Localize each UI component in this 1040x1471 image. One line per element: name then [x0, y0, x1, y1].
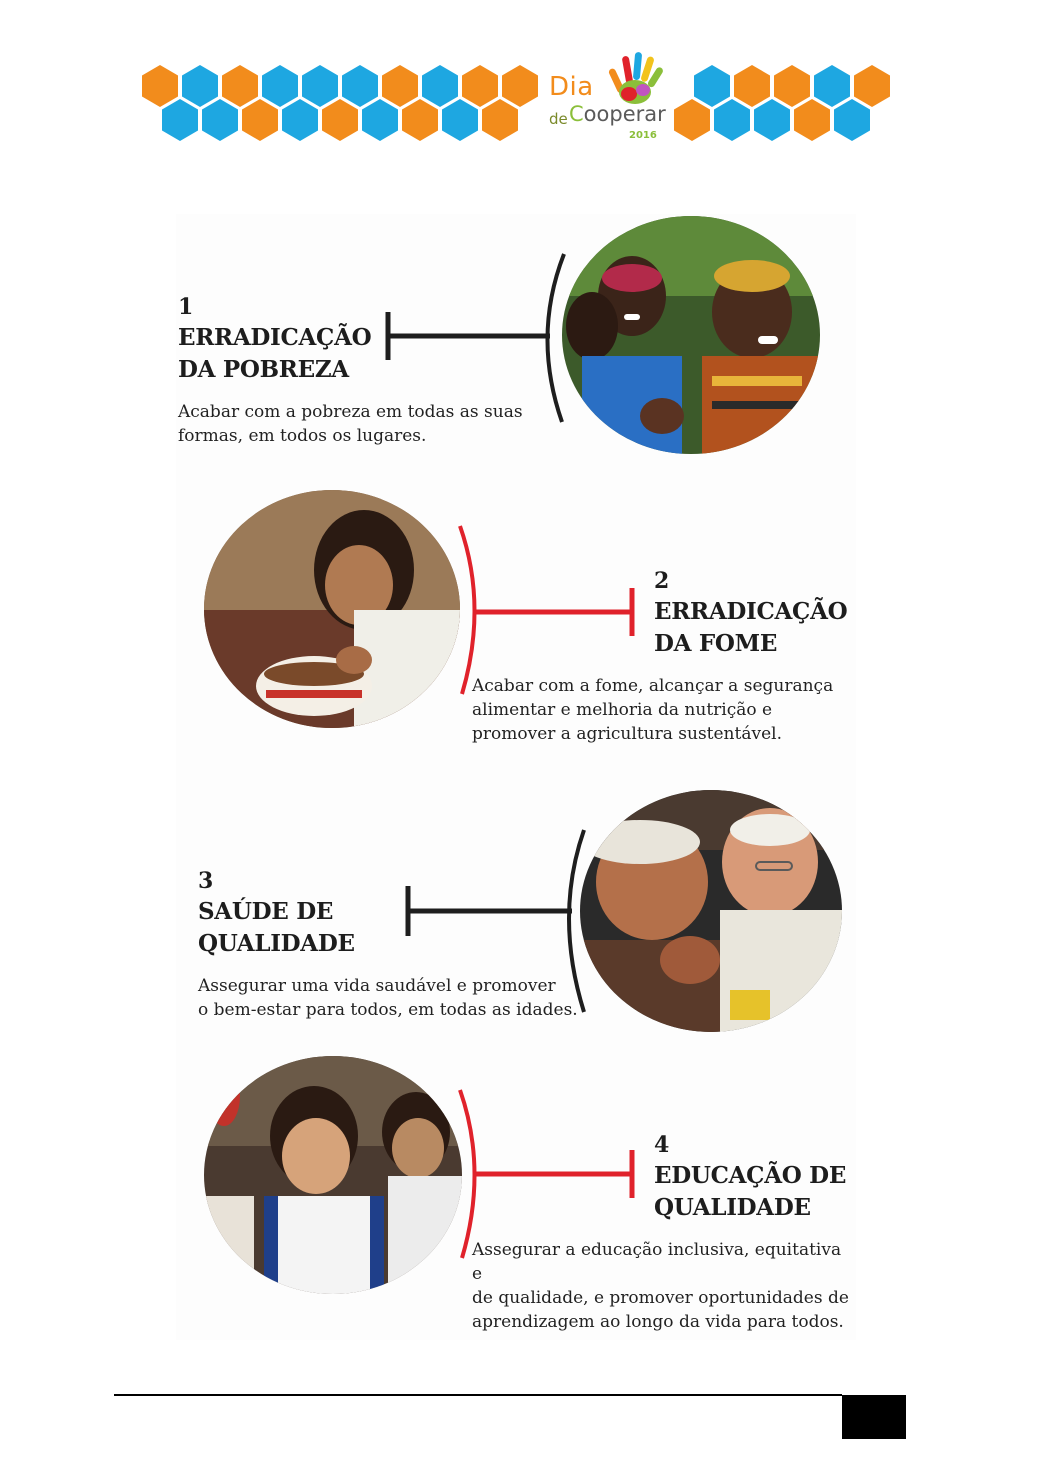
- goal-title-line: SAÚDE DE: [198, 898, 334, 925]
- goal-title-line: DA FOME: [654, 630, 778, 657]
- goal-description-line: formas, em todos os lugares.: [178, 426, 427, 446]
- goal-photo-girl-eating: [204, 490, 460, 728]
- goal-title-line: ERRADICAÇÃO: [654, 598, 848, 625]
- goal-description: [472, 674, 833, 746]
- goal-description-line: Assegurar a educação inclusiva, equitativa e: [472, 1240, 842, 1284]
- goal-description: [472, 1238, 856, 1334]
- goal-title: [198, 896, 355, 960]
- goal-number: 3: [198, 868, 214, 894]
- colorful-hand-icon: [601, 50, 667, 106]
- goal-description-line: promover a agricultura sustentável.: [472, 724, 782, 744]
- hexagon-pattern: [136, 48, 896, 148]
- goal-connector: [382, 250, 572, 450]
- goal-description-line: de qualidade, e promover oportunidades de: [472, 1288, 849, 1308]
- goal-title-line: ERRADICAÇÃO: [178, 324, 372, 351]
- goal-description-line: o bem-estar para todos, em todas as idades.: [198, 1000, 578, 1020]
- goal-photo-smiling-women: [562, 216, 820, 454]
- page-number-box: [842, 1395, 906, 1439]
- goal-title: [654, 596, 847, 660]
- footer-rule: [114, 1394, 842, 1396]
- logo-word-ooperar: ooperar: [583, 102, 666, 126]
- goal-title-line: EDUCAÇÃO DE: [654, 1162, 847, 1189]
- goal-connector: [402, 826, 592, 1026]
- goal-number: 4: [654, 1132, 670, 1158]
- goal-title-line: QUALIDADE: [198, 930, 355, 957]
- goal-title-line: DA POBREZA: [178, 356, 349, 383]
- goal-description-line: alimentar e melhoria da nutrição e: [472, 700, 773, 720]
- goal-title: [654, 1160, 846, 1224]
- goal-description-line: aprendizagem ao longo da vida para todos.: [472, 1312, 844, 1332]
- sdg-infographic: [176, 214, 856, 1340]
- header-banner: [136, 48, 896, 148]
- logo-year: 2016: [629, 130, 657, 141]
- goal-photo-schoolgirls: [204, 1056, 462, 1294]
- logo-word-dia: Dia: [549, 72, 594, 102]
- goal-photo-elderly-men: [580, 790, 842, 1032]
- goal-number: 1: [178, 294, 194, 320]
- dia-de-cooperar-logo: [541, 50, 671, 146]
- goal-title-line: QUALIDADE: [654, 1194, 811, 1221]
- goal-description-line: Acabar com a pobreza em todas as suas: [178, 402, 523, 422]
- goal-number: 2: [654, 568, 670, 594]
- goal-description-line: Assegurar uma vida saudável e promover: [198, 976, 556, 996]
- logo-word-cooperar: [569, 102, 666, 126]
- logo-word-de: de: [549, 110, 568, 128]
- logo-letter-c: C: [569, 102, 584, 126]
- goal-description-line: Acabar com a fome, alcançar a segurança: [472, 676, 834, 696]
- goal-title: [178, 322, 371, 386]
